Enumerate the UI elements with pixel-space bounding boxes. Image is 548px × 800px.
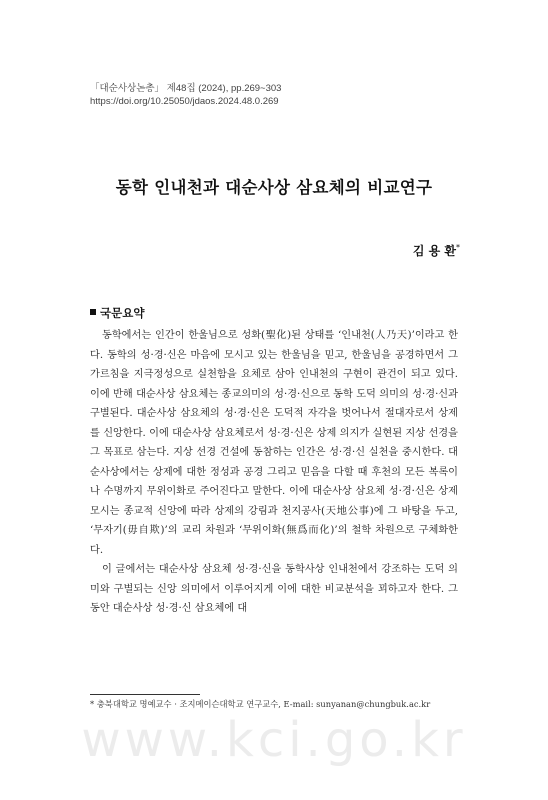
footnote: * 충북대학교 명예교수 · 조지메이슨대학교 연구교수, E-mail: sunyanan@chungbuk.ac.kr [90,699,431,709]
abstract-heading-label: 국문요약 [100,306,145,320]
footnote-divider [90,694,200,695]
abstract-paragraph: 동학에서는 인간이 한울님으로 성화(聖化)된 상태를 ‘인내천(人乃天)’이라고 한다. 동학의 성·경·신은 마음에 모시고 있는 한울님을 믿고, 한울님을 공경하면서 그 가르침을 지극정성으로 실천함을 요체로 삼아 인내천의 구현이 관건이 되고 있다. 이에 반해 대순사상 삼요체는 종교의미의 성·경·신으로 동학 도덕 의미의 성·경·신과 구별된다. 대순사상 삼요체의 성·경·신은 도덕적 자각을 벗어나서 절대자로서 상제를 신앙한다. 이에 대순사상 삼요체로서 성·경·신은 상제 의지가 실현된 지상 선경을 그 목표로 삼는다. 지상 선경 건설에 동참하는 인간은 성·경·신 실천을 중시한다. 대순사상에서는 상제에 대한 정성과 공경 그리고 믿음을 다할 때 후천의 모든 복록이나 수명까지 무위이화로 주어진다고 말한다. 이에 대순사상 삼요체 성·경·신은 상제 모시는 종교적 신앙에 따라 상제의 강림과 천지공사(天地公事)에 그 바탕을 두고, ‘무자기(毋自欺)’의 교리 차원과 ‘무위이화(無爲而化)’의 철학 차원으로 구체화한다. [90,330,458,556]
author-footnote-mark: * [456,243,460,252]
paper-title: 동학 인내천과 대순사상 삼요체의 비교연구 [115,178,433,197]
abstract-heading [90,305,144,321]
abstract-paragraph: 이 글에서는 대순사상 삼요체 성·경·신을 동학사상 인내천에서 강조하는 도덕 의미와 구별되는 신앙 의미에서 이루어지게 이에 대한 비교분석을 꾀하고자 한다. 그동안 대순사상 성·경·신 삼요체에 대 [90,564,458,614]
author [413,242,460,259]
journal-citation: 「대순사상논총」 제48집 (2024), pp.269~303 [90,83,282,94]
abstract-body [90,326,458,619]
citation-header [90,82,281,108]
watermark: www.kci.go.kr [81,712,467,768]
square-bullet-icon [90,309,96,315]
doi-link[interactable]: https://doi.org/10.25050/jdaos.2024.48.0.269 [90,96,279,107]
author-name: 김 용 환 [412,244,456,258]
